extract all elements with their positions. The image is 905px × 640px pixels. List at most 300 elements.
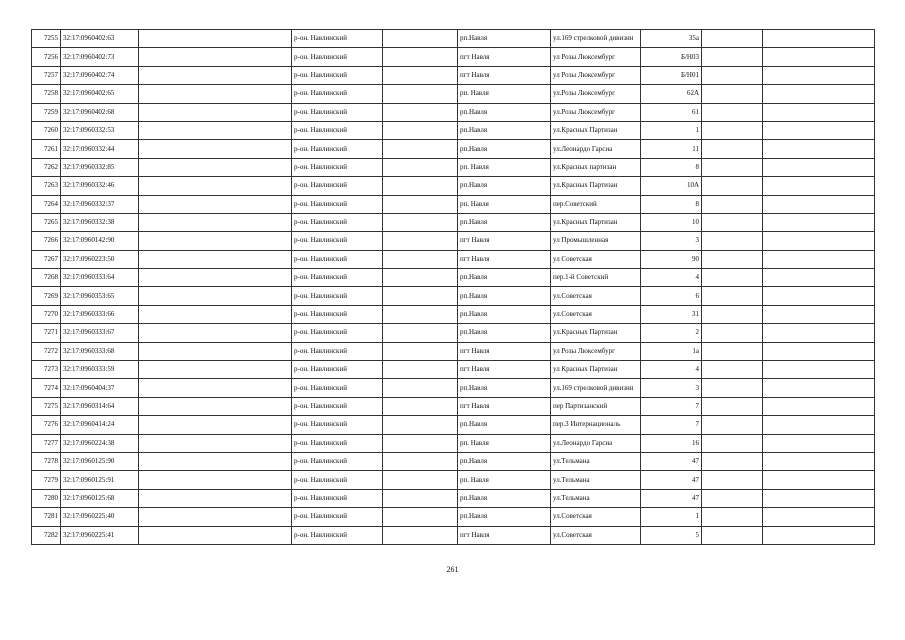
table-row <box>32 361 875 379</box>
row-number-cell: 7277 <box>32 434 61 452</box>
empty-cell <box>763 103 875 121</box>
registry-body <box>32 30 875 545</box>
row-number-cell: 7259 <box>32 103 61 121</box>
table-row <box>32 434 875 452</box>
row-number-cell: 7265 <box>32 213 61 231</box>
settlement-cell: рп.Навля <box>458 103 551 121</box>
house-number-cell: 31 <box>641 305 702 323</box>
empty-cell <box>139 434 292 452</box>
empty-cell <box>139 379 292 397</box>
empty-cell <box>383 397 458 415</box>
row-number-cell: 7272 <box>32 342 61 360</box>
empty-cell <box>383 526 458 544</box>
table-row <box>32 213 875 231</box>
district-cell: р-он. Навлинский <box>292 66 383 84</box>
cadastral-number-cell: 32:17:0960402:65 <box>61 85 139 103</box>
cadastral-number-cell: 32:17:0960125:90 <box>61 452 139 470</box>
cadastral-number-cell: 32:17:0960332:44 <box>61 140 139 158</box>
house-number-cell: 16 <box>641 434 702 452</box>
empty-cell <box>383 85 458 103</box>
empty-cell <box>139 526 292 544</box>
empty-cell <box>763 177 875 195</box>
empty-cell <box>702 397 763 415</box>
district-cell: р-он. Навлинский <box>292 195 383 213</box>
street-cell: ул.Красных Партизан <box>551 324 641 342</box>
empty-cell <box>383 213 458 231</box>
empty-cell <box>383 471 458 489</box>
district-cell: р-он. Навлинский <box>292 526 383 544</box>
row-number-cell: 7267 <box>32 250 61 268</box>
empty-cell <box>383 452 458 470</box>
settlement-cell: пгт Навля <box>458 526 551 544</box>
house-number-cell: 3 <box>641 379 702 397</box>
empty-cell <box>139 66 292 84</box>
empty-cell <box>702 232 763 250</box>
district-cell: р-он. Навлинский <box>292 434 383 452</box>
cadastral-number-cell: 32:17:0960333:66 <box>61 305 139 323</box>
settlement-cell: рп.Навля <box>458 452 551 470</box>
row-number-cell: 7281 <box>32 508 61 526</box>
empty-cell <box>139 85 292 103</box>
street-cell: ул.Красных Партизан <box>551 177 641 195</box>
empty-cell <box>139 342 292 360</box>
table-row <box>32 177 875 195</box>
empty-cell <box>702 195 763 213</box>
house-number-cell: 2 <box>641 324 702 342</box>
empty-cell <box>139 416 292 434</box>
district-cell: р-он. Навлинский <box>292 489 383 507</box>
empty-cell <box>383 342 458 360</box>
row-number-cell: 7256 <box>32 48 61 66</box>
district-cell: р-он. Навлинский <box>292 508 383 526</box>
street-cell: ул.Розы Люксембург <box>551 103 641 121</box>
settlement-cell: рп.Навля <box>458 177 551 195</box>
empty-cell <box>139 287 292 305</box>
street-cell: пер.1-й Советский <box>551 269 641 287</box>
empty-cell <box>702 158 763 176</box>
cadastral-number-cell: 32:17:0960333:68 <box>61 342 139 360</box>
table-row <box>32 416 875 434</box>
empty-cell <box>383 232 458 250</box>
empty-cell <box>763 121 875 139</box>
house-number-cell: Б/Н03 <box>641 48 702 66</box>
cadastral-number-cell: 32:17:0960414:24 <box>61 416 139 434</box>
empty-cell <box>763 379 875 397</box>
empty-cell <box>702 85 763 103</box>
empty-cell <box>139 232 292 250</box>
empty-cell <box>763 416 875 434</box>
district-cell: р-он. Навлинский <box>292 324 383 342</box>
empty-cell <box>383 379 458 397</box>
street-cell: ул.Красных партизан <box>551 158 641 176</box>
empty-cell <box>383 416 458 434</box>
empty-cell <box>702 452 763 470</box>
empty-cell <box>763 30 875 48</box>
empty-cell <box>383 195 458 213</box>
row-number-cell: 7279 <box>32 471 61 489</box>
table-row <box>32 269 875 287</box>
settlement-cell: рп.Навля <box>458 121 551 139</box>
empty-cell <box>763 361 875 379</box>
empty-cell <box>763 195 875 213</box>
table-row <box>32 121 875 139</box>
street-cell: ул Розы Люксембург <box>551 48 641 66</box>
house-number-cell: 1 <box>641 508 702 526</box>
cadastral-number-cell: 32:17:0960402:73 <box>61 48 139 66</box>
registry-table <box>31 29 875 545</box>
street-cell: ул Розы Люксембург <box>551 342 641 360</box>
table-row <box>32 508 875 526</box>
house-number-cell: Б/Н01 <box>641 66 702 84</box>
district-cell: р-он. Навлинский <box>292 30 383 48</box>
district-cell: р-он. Навлинский <box>292 158 383 176</box>
row-number-cell: 7271 <box>32 324 61 342</box>
empty-cell <box>702 30 763 48</box>
empty-cell <box>702 269 763 287</box>
cadastral-number-cell: 32:17:0960404:37 <box>61 379 139 397</box>
house-number-cell: 4 <box>641 361 702 379</box>
street-cell: ул Розы Люксембург <box>551 66 641 84</box>
district-cell: р-он. Навлинский <box>292 232 383 250</box>
street-cell: ул.Тельмана <box>551 489 641 507</box>
empty-cell <box>139 508 292 526</box>
empty-cell <box>763 66 875 84</box>
cadastral-number-cell: 32:17:0960402:68 <box>61 103 139 121</box>
empty-cell <box>383 324 458 342</box>
row-number-cell: 7282 <box>32 526 61 544</box>
empty-cell <box>383 434 458 452</box>
empty-cell <box>763 397 875 415</box>
settlement-cell: рп.Навля <box>458 508 551 526</box>
settlement-cell: рп.Навля <box>458 213 551 231</box>
settlement-cell: рп.Навля <box>458 489 551 507</box>
row-number-cell: 7274 <box>32 379 61 397</box>
empty-cell <box>383 103 458 121</box>
table-row <box>32 66 875 84</box>
street-cell: ул.Советская <box>551 305 641 323</box>
district-cell: р-он. Навлинский <box>292 287 383 305</box>
empty-cell <box>383 287 458 305</box>
empty-cell <box>139 140 292 158</box>
street-cell: пер.3 Интернациональ <box>551 416 641 434</box>
district-cell: р-он. Навлинский <box>292 397 383 415</box>
table-row <box>32 489 875 507</box>
empty-cell <box>139 177 292 195</box>
cadastral-number-cell: 32:17:0960225:41 <box>61 526 139 544</box>
row-number-cell: 7261 <box>32 140 61 158</box>
empty-cell <box>383 489 458 507</box>
house-number-cell: 6 <box>641 287 702 305</box>
empty-cell <box>139 452 292 470</box>
district-cell: р-он. Навлинский <box>292 140 383 158</box>
street-cell: ул.Розы Люксембург <box>551 85 641 103</box>
district-cell: р-он. Навлинский <box>292 269 383 287</box>
empty-cell <box>702 213 763 231</box>
row-number-cell: 7266 <box>32 232 61 250</box>
street-cell: ул.Тельмана <box>551 471 641 489</box>
house-number-cell: 8 <box>641 195 702 213</box>
row-number-cell: 7257 <box>32 66 61 84</box>
row-number-cell: 7269 <box>32 287 61 305</box>
house-number-cell: 62А <box>641 85 702 103</box>
empty-cell <box>139 48 292 66</box>
table-row <box>32 140 875 158</box>
empty-cell <box>383 158 458 176</box>
settlement-cell: пгт Навля <box>458 342 551 360</box>
empty-cell <box>702 526 763 544</box>
district-cell: р-он. Навлинский <box>292 342 383 360</box>
settlement-cell: рп. Навля <box>458 195 551 213</box>
house-number-cell: 5 <box>641 526 702 544</box>
district-cell: р-он. Навлинский <box>292 48 383 66</box>
settlement-cell: рп. Навля <box>458 85 551 103</box>
row-number-cell: 7262 <box>32 158 61 176</box>
table-row <box>32 526 875 544</box>
street-cell: ул.Красных Партизан <box>551 213 641 231</box>
row-number-cell: 7278 <box>32 452 61 470</box>
empty-cell <box>763 489 875 507</box>
house-number-cell: 7 <box>641 416 702 434</box>
table-row <box>32 452 875 470</box>
street-cell: пер Партизанский <box>551 397 641 415</box>
cadastral-number-cell: 32:17:0960402:74 <box>61 66 139 84</box>
cadastral-number-cell: 32:17:0960333:64 <box>61 269 139 287</box>
settlement-cell: рп.Навля <box>458 30 551 48</box>
table-row <box>32 30 875 48</box>
empty-cell <box>383 305 458 323</box>
house-number-cell: 1а <box>641 342 702 360</box>
district-cell: р-он. Навлинский <box>292 250 383 268</box>
district-cell: р-он. Навлинский <box>292 121 383 139</box>
empty-cell <box>383 30 458 48</box>
settlement-cell: рп.Навля <box>458 269 551 287</box>
settlement-cell: пгт Навля <box>458 397 551 415</box>
empty-cell <box>702 48 763 66</box>
cadastral-number-cell: 32:17:0960332:53 <box>61 121 139 139</box>
street-cell: пер.Советский <box>551 195 641 213</box>
settlement-cell: пгт Навля <box>458 48 551 66</box>
row-number-cell: 7255 <box>32 30 61 48</box>
row-number-cell: 7264 <box>32 195 61 213</box>
house-number-cell: 8 <box>641 158 702 176</box>
row-number-cell: 7280 <box>32 489 61 507</box>
empty-cell <box>702 250 763 268</box>
empty-cell <box>383 177 458 195</box>
empty-cell <box>383 66 458 84</box>
street-cell: ул Промышленная <box>551 232 641 250</box>
empty-cell <box>383 250 458 268</box>
empty-cell <box>702 489 763 507</box>
cadastral-number-cell: 32:17:0960314:64 <box>61 397 139 415</box>
cadastral-number-cell: 32:17:0960223:50 <box>61 250 139 268</box>
row-number-cell: 7268 <box>32 269 61 287</box>
house-number-cell: 4 <box>641 269 702 287</box>
empty-cell <box>763 452 875 470</box>
empty-cell <box>702 416 763 434</box>
house-number-cell: 47 <box>641 489 702 507</box>
street-cell: ул Красных Партизан <box>551 361 641 379</box>
empty-cell <box>763 342 875 360</box>
district-cell: р-он. Навлинский <box>292 177 383 195</box>
street-cell: ул.169 стрелковой дивизии <box>551 30 641 48</box>
settlement-cell: пгт Навля <box>458 66 551 84</box>
table-row <box>32 287 875 305</box>
empty-cell <box>139 489 292 507</box>
table-row <box>32 397 875 415</box>
document-sheet <box>31 29 874 545</box>
empty-cell <box>763 85 875 103</box>
district-cell: р-он. Навлинский <box>292 305 383 323</box>
page-number: 261 <box>446 565 459 574</box>
street-cell: ул.169 стрелковой дивизии <box>551 379 641 397</box>
empty-cell <box>702 177 763 195</box>
empty-cell <box>383 269 458 287</box>
empty-cell <box>763 250 875 268</box>
empty-cell <box>383 508 458 526</box>
row-number-cell: 7263 <box>32 177 61 195</box>
empty-cell <box>763 48 875 66</box>
settlement-cell: рп.Навля <box>458 140 551 158</box>
empty-cell <box>139 361 292 379</box>
empty-cell <box>139 158 292 176</box>
table-row <box>32 158 875 176</box>
empty-cell <box>702 121 763 139</box>
empty-cell <box>702 379 763 397</box>
street-cell: ул.Красных Партизан <box>551 121 641 139</box>
empty-cell <box>139 121 292 139</box>
table-row <box>32 342 875 360</box>
empty-cell <box>763 508 875 526</box>
empty-cell <box>763 434 875 452</box>
district-cell: р-он. Навлинский <box>292 103 383 121</box>
street-cell: ул.Советская <box>551 508 641 526</box>
empty-cell <box>702 324 763 342</box>
empty-cell <box>139 250 292 268</box>
settlement-cell: рп. Навля <box>458 471 551 489</box>
table-row <box>32 471 875 489</box>
house-number-cell: 61 <box>641 103 702 121</box>
settlement-cell: рп.Навля <box>458 305 551 323</box>
house-number-cell: 47 <box>641 471 702 489</box>
empty-cell <box>702 342 763 360</box>
table-row <box>32 48 875 66</box>
cadastral-number-cell: 32:17:0960142:90 <box>61 232 139 250</box>
empty-cell <box>139 195 292 213</box>
cadastral-number-cell: 32:17:0960402:63 <box>61 30 139 48</box>
street-cell: ул.Тельмана <box>551 452 641 470</box>
settlement-cell: пгт Навля <box>458 250 551 268</box>
cadastral-number-cell: 32:17:0960333:67 <box>61 324 139 342</box>
district-cell: р-он. Навлинский <box>292 213 383 231</box>
empty-cell <box>763 232 875 250</box>
empty-cell <box>702 434 763 452</box>
house-number-cell: 47 <box>641 452 702 470</box>
empty-cell <box>763 324 875 342</box>
empty-cell <box>702 140 763 158</box>
table-row <box>32 305 875 323</box>
cadastral-number-cell: 32:17:0960332:38 <box>61 213 139 231</box>
district-cell: р-он. Навлинский <box>292 471 383 489</box>
settlement-cell: рп. Навля <box>458 434 551 452</box>
settlement-cell: рп.Навля <box>458 416 551 434</box>
empty-cell <box>763 140 875 158</box>
empty-cell <box>702 103 763 121</box>
table-row <box>32 324 875 342</box>
row-number-cell: 7260 <box>32 121 61 139</box>
empty-cell <box>763 269 875 287</box>
house-number-cell: 1 <box>641 121 702 139</box>
street-cell: ул.Советская <box>551 526 641 544</box>
row-number-cell: 7258 <box>32 85 61 103</box>
row-number-cell: 7270 <box>32 305 61 323</box>
empty-cell <box>702 471 763 489</box>
empty-cell <box>702 66 763 84</box>
table-row <box>32 232 875 250</box>
district-cell: р-он. Навлинский <box>292 361 383 379</box>
empty-cell <box>139 471 292 489</box>
row-number-cell: 7273 <box>32 361 61 379</box>
table-row <box>32 195 875 213</box>
empty-cell <box>139 305 292 323</box>
empty-cell <box>139 103 292 121</box>
house-number-cell: 3 <box>641 232 702 250</box>
empty-cell <box>763 213 875 231</box>
row-number-cell: 7275 <box>32 397 61 415</box>
cadastral-number-cell: 32:17:0960353:65 <box>61 287 139 305</box>
empty-cell <box>763 471 875 489</box>
empty-cell <box>383 121 458 139</box>
street-cell: ул Советская <box>551 250 641 268</box>
cadastral-number-cell: 32:17:0960225:40 <box>61 508 139 526</box>
street-cell: ул.Леонардо Гарсиа <box>551 434 641 452</box>
empty-cell <box>763 287 875 305</box>
cadastral-number-cell: 32:17:0960125:68 <box>61 489 139 507</box>
empty-cell <box>702 361 763 379</box>
table-row <box>32 103 875 121</box>
district-cell: р-он. Навлинский <box>292 452 383 470</box>
row-number-cell: 7276 <box>32 416 61 434</box>
empty-cell <box>763 158 875 176</box>
street-cell: ул.Леонардо Гарсиа <box>551 140 641 158</box>
empty-cell <box>139 397 292 415</box>
house-number-cell: 35а <box>641 30 702 48</box>
empty-cell <box>383 140 458 158</box>
empty-cell <box>139 213 292 231</box>
cadastral-number-cell: 32:17:0960332:85 <box>61 158 139 176</box>
settlement-cell: рп.Навля <box>458 379 551 397</box>
settlement-cell: рп.Навля <box>458 324 551 342</box>
settlement-cell: рп.Навля <box>458 287 551 305</box>
empty-cell <box>763 526 875 544</box>
house-number-cell: 90 <box>641 250 702 268</box>
street-cell: ул.Советская <box>551 287 641 305</box>
house-number-cell: 10А <box>641 177 702 195</box>
empty-cell <box>702 508 763 526</box>
table-row <box>32 85 875 103</box>
cadastral-number-cell: 32:17:0960224:38 <box>61 434 139 452</box>
empty-cell <box>139 269 292 287</box>
cadastral-number-cell: 32:17:0960333:59 <box>61 361 139 379</box>
settlement-cell: пгт Навля <box>458 232 551 250</box>
table-row <box>32 379 875 397</box>
empty-cell <box>702 305 763 323</box>
house-number-cell: 7 <box>641 397 702 415</box>
empty-cell <box>763 305 875 323</box>
district-cell: р-он. Навлинский <box>292 85 383 103</box>
house-number-cell: 10 <box>641 213 702 231</box>
empty-cell <box>383 361 458 379</box>
settlement-cell: пгт Навля <box>458 361 551 379</box>
